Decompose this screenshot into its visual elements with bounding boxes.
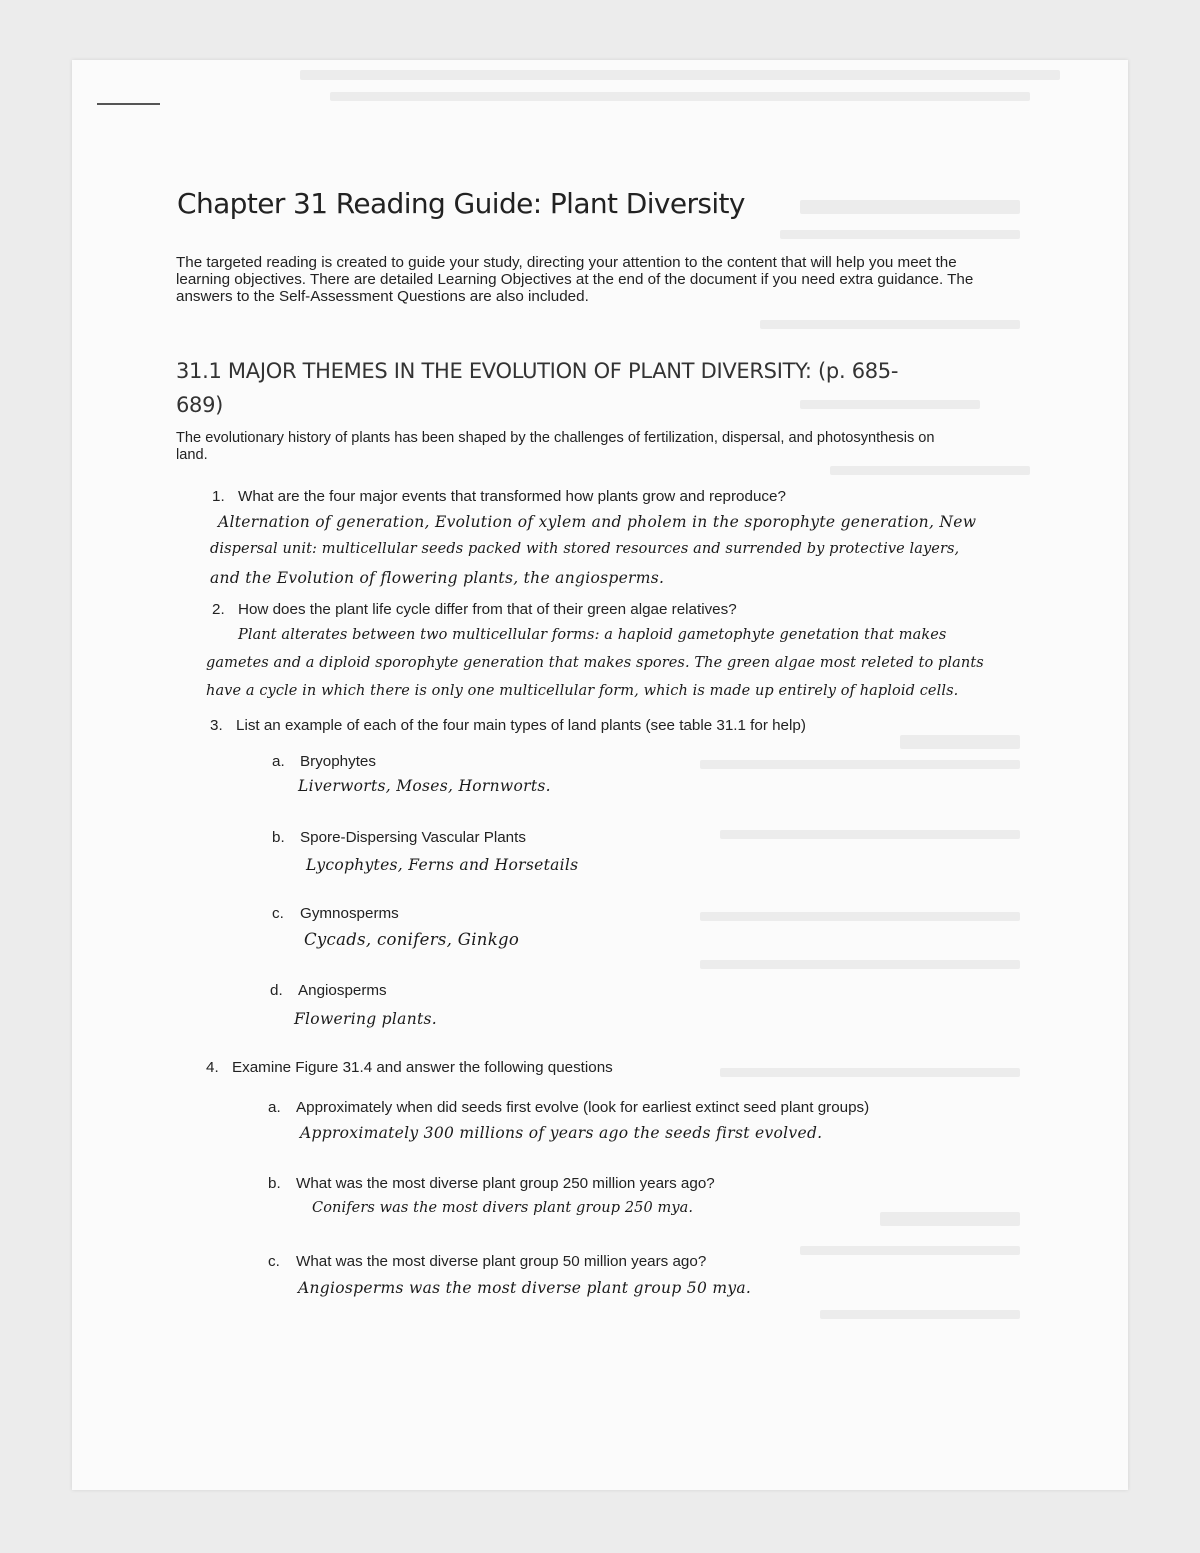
question-3-item-a [272,753,376,770]
handwritten-answer-3a: Liverworts, Moses, Hornworts. [298,777,551,795]
question-text: Examine Figure 31.4 and answer the following questions [232,1059,613,1076]
item-label: Spore-Dispersing Vascular Plants [300,829,526,846]
question-text: What are the four major events that transformed how plants grow and reproduce? [238,488,786,505]
page-title: Chapter 31 Reading Guide: Plant Diversity [177,187,745,220]
question-3-item-c [272,905,399,922]
section-description: The evolutionary history of plants has been shaped by the challenges of fertilization, dispersal, and photosynthesis on land. [176,430,935,463]
question-2 [212,601,737,618]
handwritten-answer-4a: Approximately 300 millions of years ago the seeds first evolved. [300,1124,823,1142]
handwritten-answer-2-line-1: Plant alterates between two multicellular forms: a haploid gametophyte genetation that makes [238,627,947,643]
item-letter: c. [268,1253,280,1270]
question-number: 3. [210,717,223,734]
item-label: What was the most diverse plant group 250 million years ago? [296,1175,715,1192]
item-label: What was the most diverse plant group 50 million years ago? [296,1253,707,1270]
item-label: Bryophytes [300,753,376,770]
item-letter: b. [268,1175,281,1192]
section-heading: 31.1 MAJOR THEMES IN THE EVOLUTION OF PLANT DIVERSITY: (p. 685-689) [176,359,899,417]
question-3-item-b [272,829,526,846]
item-letter: c. [272,905,284,922]
handwritten-answer-1-line-1: Alternation of generation, Evolution of xylem and pholem in the sporophyte generation, New [218,513,977,531]
question-number: 4. [206,1059,219,1076]
handwritten-answer-2-line-2: gametes and a diploid sporophyte generation that makes spores. The green algae most releted to plants [206,655,984,671]
handwritten-answer-3c: Cycads, conifers, Ginkgo [304,930,520,949]
question-number: 1. [212,488,225,505]
handwritten-answer-4c: Angiosperms was the most diverse plant group 50 mya. [298,1279,752,1297]
question-text: How does the plant life cycle differ from that of their green algae relatives? [238,601,737,618]
handwritten-answer-3b: Lycophytes, Ferns and Horsetails [306,856,579,874]
item-label: Approximately when did seeds first evolve (look for earliest extinct seed plant groups) [296,1099,870,1116]
question-4 [206,1059,613,1076]
item-letter: b. [272,829,285,846]
question-number: 2. [212,601,225,618]
item-label: Angiosperms [298,982,387,999]
question-4-item-a [268,1099,869,1116]
question-3-item-d [270,982,387,999]
item-letter: d. [270,982,283,999]
handwritten-answer-4b: Conifers was the most divers plant group 250 mya. [312,1200,694,1216]
item-letter: a. [272,753,285,770]
item-letter: a. [268,1099,281,1116]
handwritten-answer-1-line-3: and the Evolution of flowering plants, the angiosperms. [210,569,665,587]
handwritten-answer-3d: Flowering plants. [294,1010,437,1028]
question-3 [210,717,806,734]
item-label: Gymnosperms [300,905,399,922]
handwritten-answer-2-line-3: have a cycle in which there is only one multicellular form, which is made up entirely of haploid cells. [206,683,959,699]
intro-paragraph: The targeted reading is created to guide your study, directing your attention to the content that will help you meet the learning objectives. There are detailed Learning Objectives at the end of the document if you need extra guidance. The answers to the Self-Assessment Questions are also included. [176,254,974,305]
question-4-item-b [268,1175,715,1192]
question-4-item-c [268,1253,706,1270]
handwritten-answer-1-line-2: dispersal unit: multicellular seeds packed with stored resources and surrended by protective layers, [210,541,960,557]
question-1 [212,488,786,505]
question-text: List an example of each of the four main types of land plants (see table 31.1 for help) [236,717,806,734]
